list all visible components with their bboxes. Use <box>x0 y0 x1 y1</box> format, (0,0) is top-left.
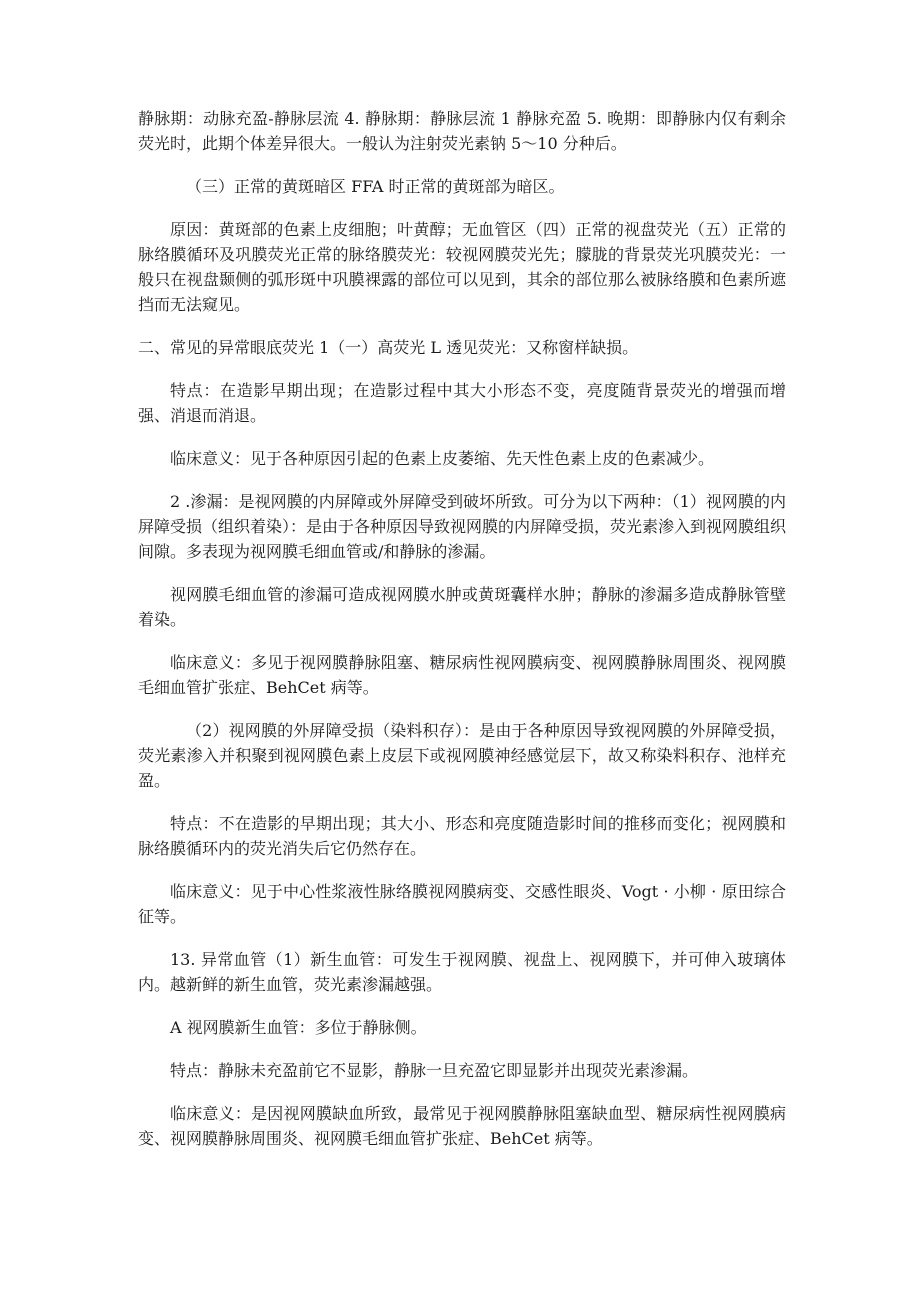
paragraph-neovascularization-features: 特点：静脉未充盈前它不显影，静脉一旦充盈它即显影并出现荧光素渗漏。 <box>170 1061 699 1080</box>
paragraph-abnormal-vessels: 13. 异常血管（1）新生血管：可发生于视网膜、视盘上、视网膜下，并可伸入玻璃体内。越新鲜的新生血管，荧光素渗漏越强。 <box>138 950 786 994</box>
paragraph-venous-phase: 静脉期：动脉充盈-静脉层流 4. 静脉期：静脉层流 1 静脉充盈 5. 晚期：即静脉内仅有剩余荧光时，此期个体差异很大。一般认为注射荧光素钠 5～10 分种后。 <box>138 109 786 153</box>
paragraph-window-defect-features: 特点：在造影早期出现；在造影过程中其大小形态不变，亮度随背景荧光的增强而增强、消退而消退。 <box>138 381 786 425</box>
paragraph-pooling-features: 特点：不在造影的早期出现；其大小、形态和亮度随造影时间的推移而变化；视网膜和脉络膜循环内的荧光消失后它仍然存在。 <box>138 814 786 858</box>
paragraph-outer-barrier: （2）视网膜的外屏障受损（染料积存）：是由于各种原因导致视网膜的外屏障受损，荧光素渗入并积聚到视网膜色素上皮层下或视网膜神经感觉层下，故又称染料积存、池样充盈。 <box>138 721 786 790</box>
section-heading-abnormal-fluorescence: 二、常见的异常眼底荧光 1（一）高荧光 L 透见荧光：又称窗样缺损。 <box>138 338 639 357</box>
paragraph-capillary-leakage: 视网膜毛细血管的渗漏可造成视网膜水肿或黄斑囊样水肿；静脉的渗漏多造成静脉管壁着染。 <box>138 585 786 629</box>
paragraph-causes: 原因：黄斑部的色素上皮细胞；叶黄醇；无血管区（四）正常的视盘荧光（五）正常的脉络膜循环及巩膜荧光正常的脉络膜荧光：较视网膜荧光先；朦胧的背景荧光巩膜荧光：一般只在视盘颞侧的弧形斑中巩膜裸露的部位可以见到，其余的部位那么被脉络膜和色素所遮挡而无法窥见。 <box>138 220 786 314</box>
paragraph-neovascularization-clinical: 临床意义：是因视网膜缺血所致，最常见于视网膜静脉阻塞缺血型、糖尿病性视网膜病变、视网膜静脉周围炎、视网膜毛细血管扩张症、BehCet 病等。 <box>138 1104 786 1148</box>
paragraph-window-defect-clinical: 临床意义：见于各种原因引起的色素上皮萎缩、先天性色素上皮的色素减少。 <box>170 449 715 468</box>
document-page <box>138 106 786 1169</box>
paragraph-leakage-clinical: 临床意义：多见于视网膜静脉阻塞、糖尿病性视网膜病变、视网膜静脉周围炎、视网膜毛细血管扩张症、BehCet 病等。 <box>138 653 786 697</box>
paragraph-macular-dark-zone: （三）正常的黄斑暗区 FFA 时正常的黄斑部为暗区。 <box>186 177 565 196</box>
paragraph-pooling-clinical: 临床意义：见于中心性浆液性脉络膜视网膜病变、交感性眼炎、Vogt · 小柳 · 原田综合征等。 <box>138 882 786 926</box>
paragraph-leakage: 2 .渗漏：是视网膜的内屏障或外屏障受到破坏所致。可分为以下两种：（1）视网膜的内屏障受损（组织着染）：是由于各种原因导致视网膜的内屏障受损，荧光素渗入到视网膜组织间隙。多表现为视网膜毛细血管或/和静脉的渗漏。 <box>138 492 787 561</box>
paragraph-retinal-neovascularization: A 视网膜新生血管：多位于静脉侧。 <box>170 1018 427 1037</box>
